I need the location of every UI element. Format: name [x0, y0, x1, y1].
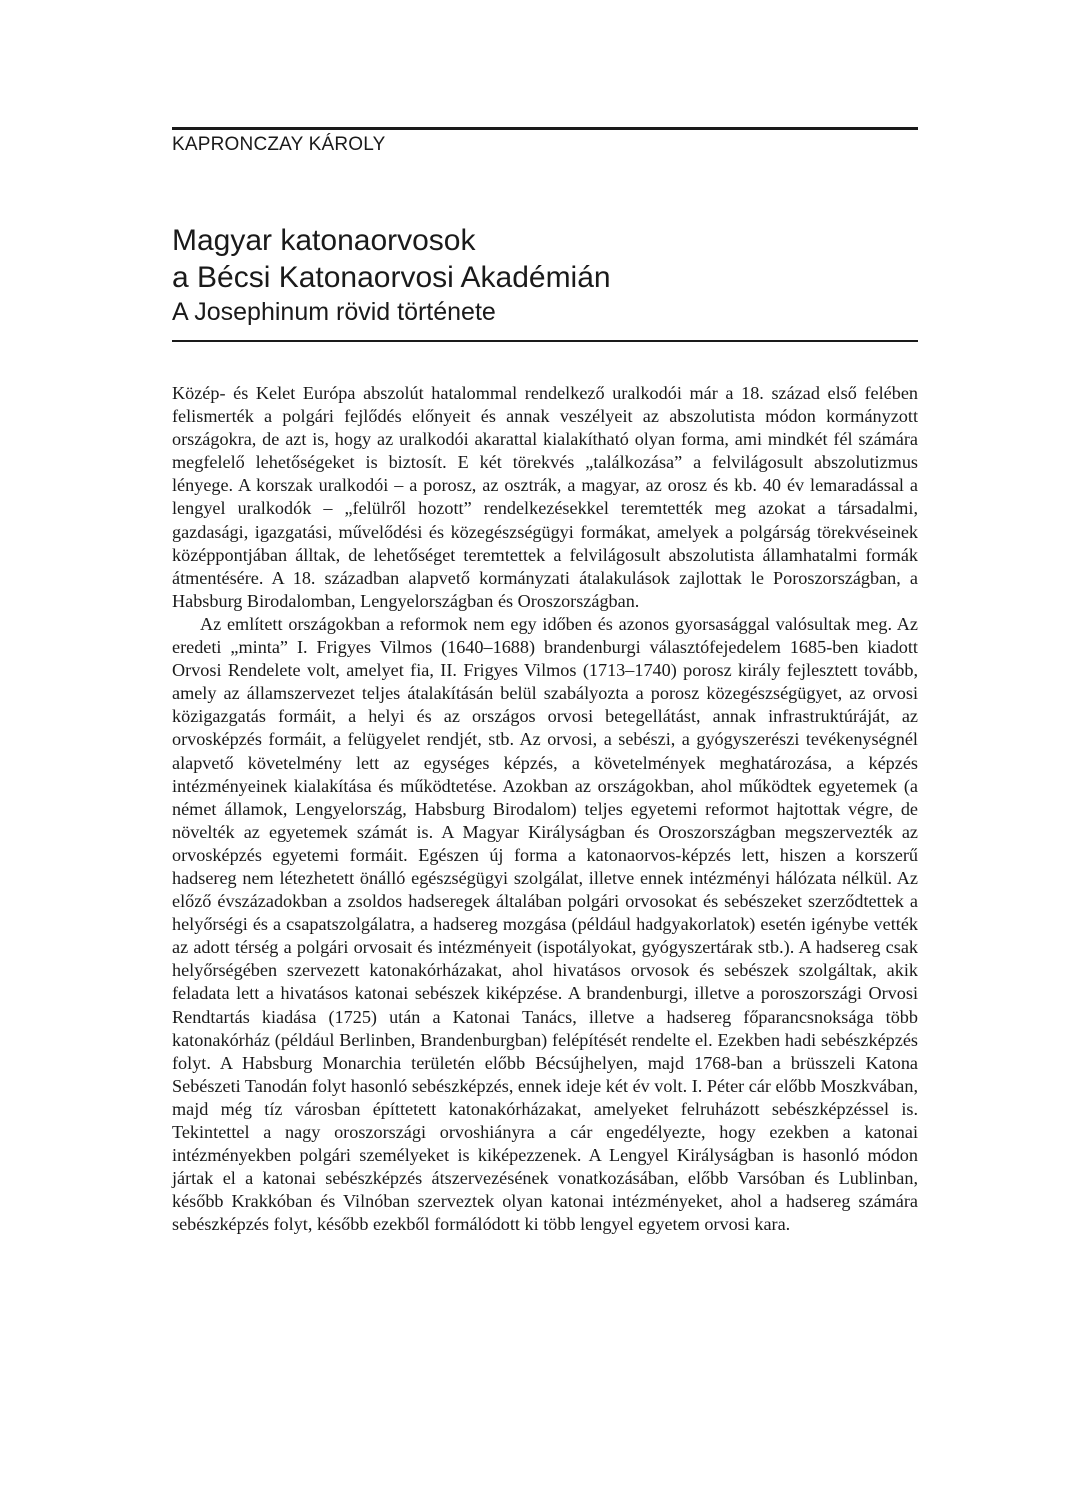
- article-title-block: [172, 222, 918, 328]
- article-body: [172, 382, 918, 1236]
- header-rule: [172, 127, 918, 130]
- article-title-line-2: a Bécsi Katonaorvosi Akadémián: [172, 261, 611, 294]
- author-name: KAPRONCZAY KÁROLY: [172, 134, 386, 155]
- paragraph: Az említett országokban a reformok nem egy időben és azonos gyorsasággal valósultak meg. Az eredeti „minta” I. Frigyes Vilmos (1640–1688) brandenburgi választófejedelem 1685-ben kiadott Orvosi Rendelete volt, amelyet fia, II. Frigyes Vilmos (1713–1740) porosz király fejlesztett tovább, amely az államszervezet teljes átalakításán belül szabályozta a porosz közegészségügyet, az orvosi közigazgatás formáit, a helyi és az országos orvosi betegellátást, annak infrastruktúráját, az orvosképzés formáit, a felügyelet rendjét, stb. Az orvosi, a sebészi, a gyógyszerészi tevékenységnél alapvető követelmény lett az egységes képzés, a követelmények meghatározása, a képzés intézményeinek kialakítása és működtetése. Azokban az országokban, ahol működtek egyetemek (a német államok, Lengyelország, Habsburg Birodalom) teljes egyetemi reformot hajtottak végre, de növelték az egyetemek számát is. A Magyar Királyságban és Oroszországban megszervezték az orvosképzés egyetemi formáit. Egészen új forma a katonaorvos-képzés lett, hiszen a korszerű hadsereg nem létezhetett önálló egészségügyi szolgálat, illetve ennek intézményi hálózata nélkül. Az előző évszázadokban a zsoldos hadseregek általában polgári orvosokat és sebészeket szerződtettek a helyőrségi és a csapatszolgálatra, a hadsereg mozgása (például hadgyakorlatok) esetén igénybe vették az adott térség a polgári orvosait és intézményeit (ispotályokat, gyógyszertárak stb.). A hadsereg csak helyőrségében szervezett katonakórházakat, ahol hivatásos orvosok és sebészek szolgáltak, akik feladata lett a hivatásos katonai sebészek kiképzése. A brandenburgi, illetve a poroszországi Orvosi Rendtartás kiadása (1725) után a Katonai Tanács, illetve a hadsereg főparancsnoksága több katonakórház (például Berlinben, Brandenburgban) felépítését rendelte el. Ezekben hadi sebészképzés folyt. A Habsburg Monarchia területén előbb Bécsújhelyen, majd 1768-ban a brüsszeli Katona Sebészeti Tanodán folyt hasonló sebészképzés, ennek ideje két év volt. I. Péter cár előbb Moszkvában, majd még tíz városban építtetett katonakórházakat, amelyeket felruházott sebészképzéssel is. Tekintettel a nagy oroszországi orvoshiányra a cár engedélyezte, hogy ezekben a katonai intézményekben polgári személyeket is kiképezzenek. A Lengyel Királyságban is hasonló módon jártak el a katonai sebészképzés átszervezésének vonatkozásában, előbb Varsóban és Lublinban, később Krakkóban és Vilnóban szerveztek olyan katonai intézményeket, ahol a hadsereg számára sebészképzés folyt, később ezekből formálódott ki több lengyel egyetem orvosi kara.: [172, 613, 918, 1235]
- article-subtitle: A Josephinum rövid története: [172, 298, 496, 326]
- title-rule: [172, 340, 918, 342]
- paragraph: Közép- és Kelet Európa abszolút hatalommal rendelkező uralkodói már a 18. század első felében felismerték a polgári fejlődés előnyeit és annak veszélyeit az abszolutista módon kormányzott országokra, de azt is, hogy az uralkodói akarattal kialakítható olyan forma, ami mindkét fél számára megfelelő lehetőségeket is biztosít. E két törekvés „találkozása” a felvilágosult abszolutizmus lényege. A korszak uralkodói – a porosz, az osztrák, a magyar, az orosz és kb. 40 év lemaradással a lengyel uralkodók – „felülről hozott” rendelkezésekkel teremtették meg azokat a társadalmi, gazdasági, igazgatási, művelődési és közegészségügyi formákat, amelyek a polgárság törekvéseinek középpontjában álltak, de lehetőséget teremtettek a felvilágosult abszolutista államhatalmi formák átmentésére. A 18. században alapvető kormányzati átalakulások zajlottak le Poroszországban, a Habsburg Birodalomban, Lengyelországban és Oroszországban.: [172, 383, 918, 611]
- article-title-line-1: Magyar katonaorvosok: [172, 224, 476, 257]
